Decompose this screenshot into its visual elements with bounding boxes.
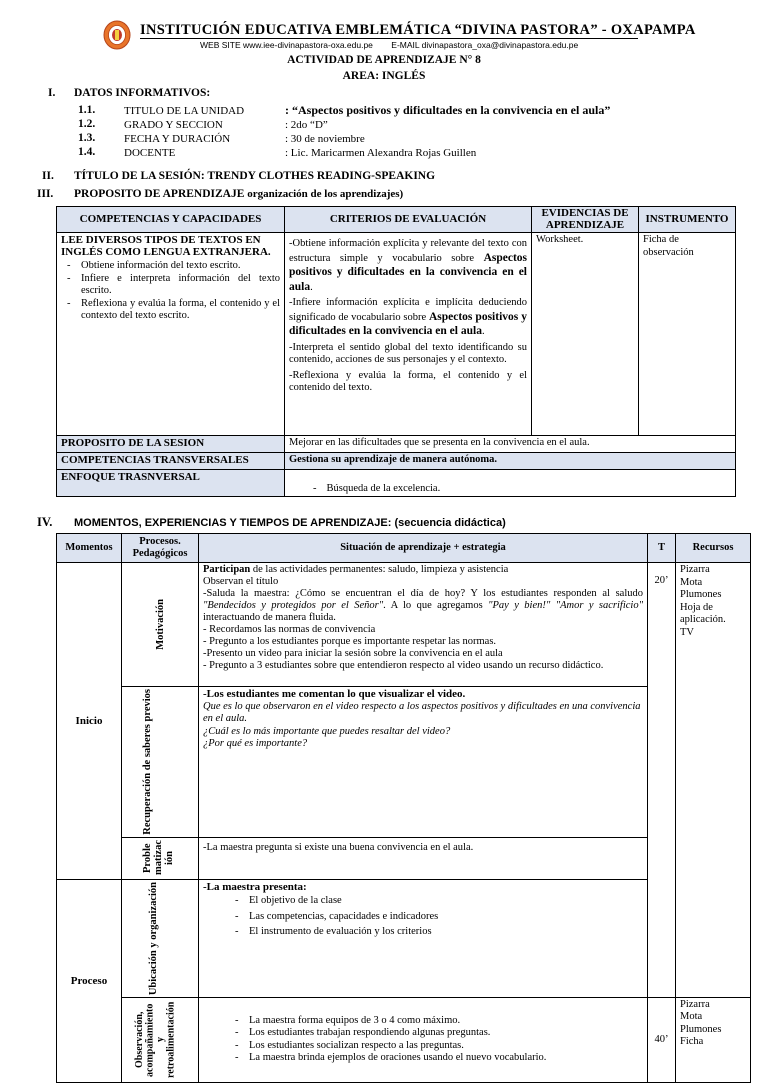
row-num: 1.3. — [78, 132, 96, 144]
line: - Recordamos las normas de convivencia — [203, 624, 376, 635]
website-text: WEB SITE www.iee-divinapastora-oxa.edu.pe — [200, 40, 373, 50]
line: ¿Por qué es importante? — [203, 738, 308, 749]
header-divider — [140, 38, 638, 39]
resource-item: Hoja de aplicación. — [680, 601, 726, 625]
enfoque-value: Búsqueda de la excelencia. — [326, 482, 441, 494]
greeting-text: -Saluda la maestra: ¿Cómo se encuentran el día de hoy? Y los estudiantes responden al saludo — [203, 588, 643, 599]
row-value-unit-title: : “Aspectos positivos y dificultades en la convivencia en el aula” — [285, 103, 611, 117]
list-item: - Infiere e interpreta información del texto escrito. — [81, 273, 280, 298]
evidencia-cell: Worksheet. — [532, 233, 639, 436]
proposito-label: PROPOSITO DE LA SESION — [57, 436, 285, 453]
section3-num: III. — [37, 188, 54, 200]
proposito-value: Mejorar en las dificultades que se presenta en la convivencia en el aula. — [285, 436, 736, 453]
resource-item: Plumones — [680, 589, 722, 600]
line: Que es lo que observaron en el video respecto a los aspectos positivos y dificultades en una convivencia en el aula. — [203, 700, 641, 724]
line: ¿Cuál es lo más importante que puedes resaltar del video? — [203, 725, 451, 737]
contact-line — [200, 40, 594, 50]
col-header: Situación de aprendizaje + estrategia — [199, 534, 648, 563]
list-item: - La maestra forma equipos de 3 o 4 como máximo. — [249, 1015, 643, 1028]
criterio-3: -Interpreta el sentido global del texto identificando su contenido, acciones de sus personajes y el contexto. — [289, 341, 527, 365]
institution-name: INSTITUCIÓN EDUCATIVA EMBLEMÁTICA “DIVINA PASTORA” - OXAPAMPA — [140, 22, 696, 38]
row-value: : 30 de noviembre — [285, 133, 365, 145]
criterio-period: . — [481, 326, 485, 337]
col-header: COMPETENCIAS Y CAPACIDADES — [57, 207, 285, 233]
process-cell — [122, 997, 199, 1082]
row-value: : 2do “D” — [285, 119, 328, 131]
row-label: GRADO Y SECCION — [124, 119, 223, 131]
row-label: FECHA Y DURACIÓN — [124, 133, 231, 145]
competencias-cell — [57, 233, 285, 436]
transversales-value: Gestiona su aprendizaje de manera autónoma. — [285, 453, 736, 470]
lead-bold: Participan — [203, 564, 251, 575]
section3-title-main: PROPOSITO DE APRENDIZAJE — [74, 188, 245, 200]
motivacion-lead — [203, 564, 643, 576]
lead-rest: de las actividades permanentes: saludo, limpieza y asistencia — [250, 564, 509, 575]
line: - Pregunto a los estudiantes porque es importante respetar las normas. — [203, 636, 497, 647]
row-label: DOCENTE — [124, 147, 176, 159]
section3-title — [74, 188, 403, 200]
quote: "Pay y bien!" "Amor y sacrificio" — [488, 600, 643, 611]
col-header: INSTRUMENTO — [639, 207, 736, 233]
section1-title: DATOS INFORMATIVOS: — [74, 87, 211, 99]
enfoque-label: ENFOQUE TRASNVERSAL — [57, 470, 285, 497]
process-cell — [122, 837, 199, 879]
section2-num: II. — [42, 170, 54, 182]
process-cell — [122, 563, 199, 687]
criterio-1 — [289, 238, 527, 294]
email-text: E-MAIL divinapastora_oxa@divinapastora.edu.pe — [391, 40, 579, 50]
resource-item: Pizarra — [680, 564, 710, 575]
list-item: - El instrumento de evaluación y los criterios — [249, 924, 643, 940]
resources-cell — [676, 997, 751, 1082]
instrumento-cell: Ficha de observación — [639, 233, 736, 436]
line: Observan el título — [203, 576, 279, 587]
row-value: : Lic. Maricarmen Alexandra Rojas Guillen — [285, 147, 477, 159]
ubicacion-list — [203, 893, 643, 940]
criterio-bold: Aspectos positivos y dificultades en la convivencia en el aula — [289, 251, 528, 293]
col-header: CRITERIOS DE EVALUACIÓN — [285, 207, 532, 233]
problematizacion-cell: -La maestra pregunta si existe una buena convivencia en el aula. — [199, 837, 648, 879]
quote: "Bendecidos y protegidos por el Señor" — [203, 600, 384, 611]
section4-num: IV. — [37, 515, 53, 529]
process-cell — [122, 687, 199, 838]
list-item: - El objetivo de la clase — [249, 893, 643, 909]
ubicacion-cell — [199, 879, 648, 997]
ubicacion-title: -La maestra presenta: — [203, 880, 307, 893]
criterio-period: . — [310, 281, 313, 293]
capacidades-list — [61, 260, 280, 323]
criterio-text: -Obtiene información explícita y relevante del texto con estructura simple y vocabulario sobre — [289, 238, 527, 264]
resources-cell — [676, 563, 751, 998]
recuperacion-title: -Los estudiantes me comentan lo que visualizar el video. — [203, 688, 466, 700]
row-label: TITULO DE LA UNIDAD — [124, 105, 245, 117]
col-header: Procesos. Pedagógicos — [122, 534, 199, 563]
section3-subtitle: organización de los aprendizajes) — [247, 188, 404, 200]
criterio-4: -Reflexiona y evalúa la forma, el contenido y el contenido del texto. — [289, 369, 527, 393]
process-label: Problematización — [142, 840, 175, 876]
process-label: Recuperación de saberes previos — [142, 689, 153, 835]
greeting-tail: interactuando de manera fluida. — [203, 612, 336, 623]
process-label: Motivación — [154, 599, 166, 650]
learning-purpose-table — [56, 206, 736, 497]
greeting-mid: . A lo que agregamos — [383, 600, 489, 611]
resource-item: Mota — [680, 576, 703, 588]
resource-item: Ficha — [680, 1036, 704, 1048]
row-num: 1.4. — [78, 146, 96, 158]
criterio-2 — [289, 297, 527, 339]
time-cell: 20’ — [648, 563, 676, 998]
process-label: Ubicación y organización — [148, 881, 159, 995]
criterios-cell — [285, 233, 532, 436]
session-title: TÍTULO DE LA SESIÓN: TRENDY CLOTHES READING-SPEAKING — [74, 170, 436, 182]
col-header: Recursos — [676, 534, 751, 563]
greeting-line — [203, 588, 643, 624]
list-item: - Obtiene información del texto escrito. — [81, 260, 280, 273]
section1-num: I. — [48, 87, 56, 99]
col-header: EVIDENCIAS DE APRENDIZAJE — [532, 207, 639, 233]
row-num: 1.1. — [78, 104, 96, 116]
time-cell: 40’ — [648, 997, 676, 1082]
observacion-cell — [199, 997, 648, 1082]
col-header: T — [648, 534, 676, 563]
learning-sequence-table — [56, 533, 751, 1083]
moment-proceso: Proceso — [57, 879, 122, 1082]
process-cell — [122, 879, 199, 997]
resource-item: Plumones — [680, 1023, 722, 1035]
criterio-text: -Infiere información explícita e implícita deduciendo significado de vocabulario sobre — [289, 297, 527, 323]
criterio-bold: Aspectos positivos y dificultades en la convivencia en el aula — [289, 310, 528, 337]
recuperacion-cell — [199, 687, 648, 838]
list-item: - La maestra brinda ejemplos de oraciones usando el nuevo vocabulario. — [249, 1052, 643, 1065]
list-item: - Las competencias, capacidades e indicadores — [249, 909, 643, 925]
list-item: - Los estudiantes socializan respecto a las preguntas. — [249, 1040, 643, 1053]
transversales-label: COMPETENCIAS TRANSVERSALES — [57, 453, 285, 470]
line: - Pregunto a 3 estudiantes sobre que entendieron respecto al video usando un recurso didáctico. — [203, 660, 604, 671]
section4-title: MOMENTOS, EXPERIENCIAS Y TIEMPOS DE APRENDIZAJE: (secuencia didáctica) — [74, 517, 506, 529]
resource-item: Pizarra — [680, 998, 710, 1010]
list-item: - Los estudiantes trabajan respondiendo algunas preguntas. — [249, 1027, 643, 1040]
list-item: - Reflexiona y evalúa la forma, el contenido y el contexto del texto escrito. — [81, 298, 280, 323]
resource-item: Mota — [680, 1011, 703, 1023]
area-title: AREA: INGLÉS — [342, 70, 426, 82]
line: -Presento un video para iniciar la sesión sobre la convivencia en el aula — [203, 648, 503, 659]
enfoque-value-cell: - Búsqueda de la excelencia. — [285, 470, 736, 497]
resource-item: TV — [680, 626, 694, 638]
moment-inicio: Inicio — [57, 563, 122, 880]
school-logo-icon — [103, 20, 131, 50]
motivacion-cell — [199, 563, 648, 687]
observacion-list — [203, 1015, 643, 1065]
competencia-title: LEE DIVERSOS TIPOS DE TEXTOS EN INGLÉS COMO LENGUA EXTRANJERA. — [61, 234, 271, 258]
row-num: 1.2. — [78, 118, 96, 130]
activity-title: ACTIVIDAD DE APRENDIZAJE N° 8 — [287, 54, 481, 66]
process-label: Observación, acompañamiento y retroalimentación — [134, 1001, 177, 1079]
col-header: Momentos — [57, 534, 122, 563]
